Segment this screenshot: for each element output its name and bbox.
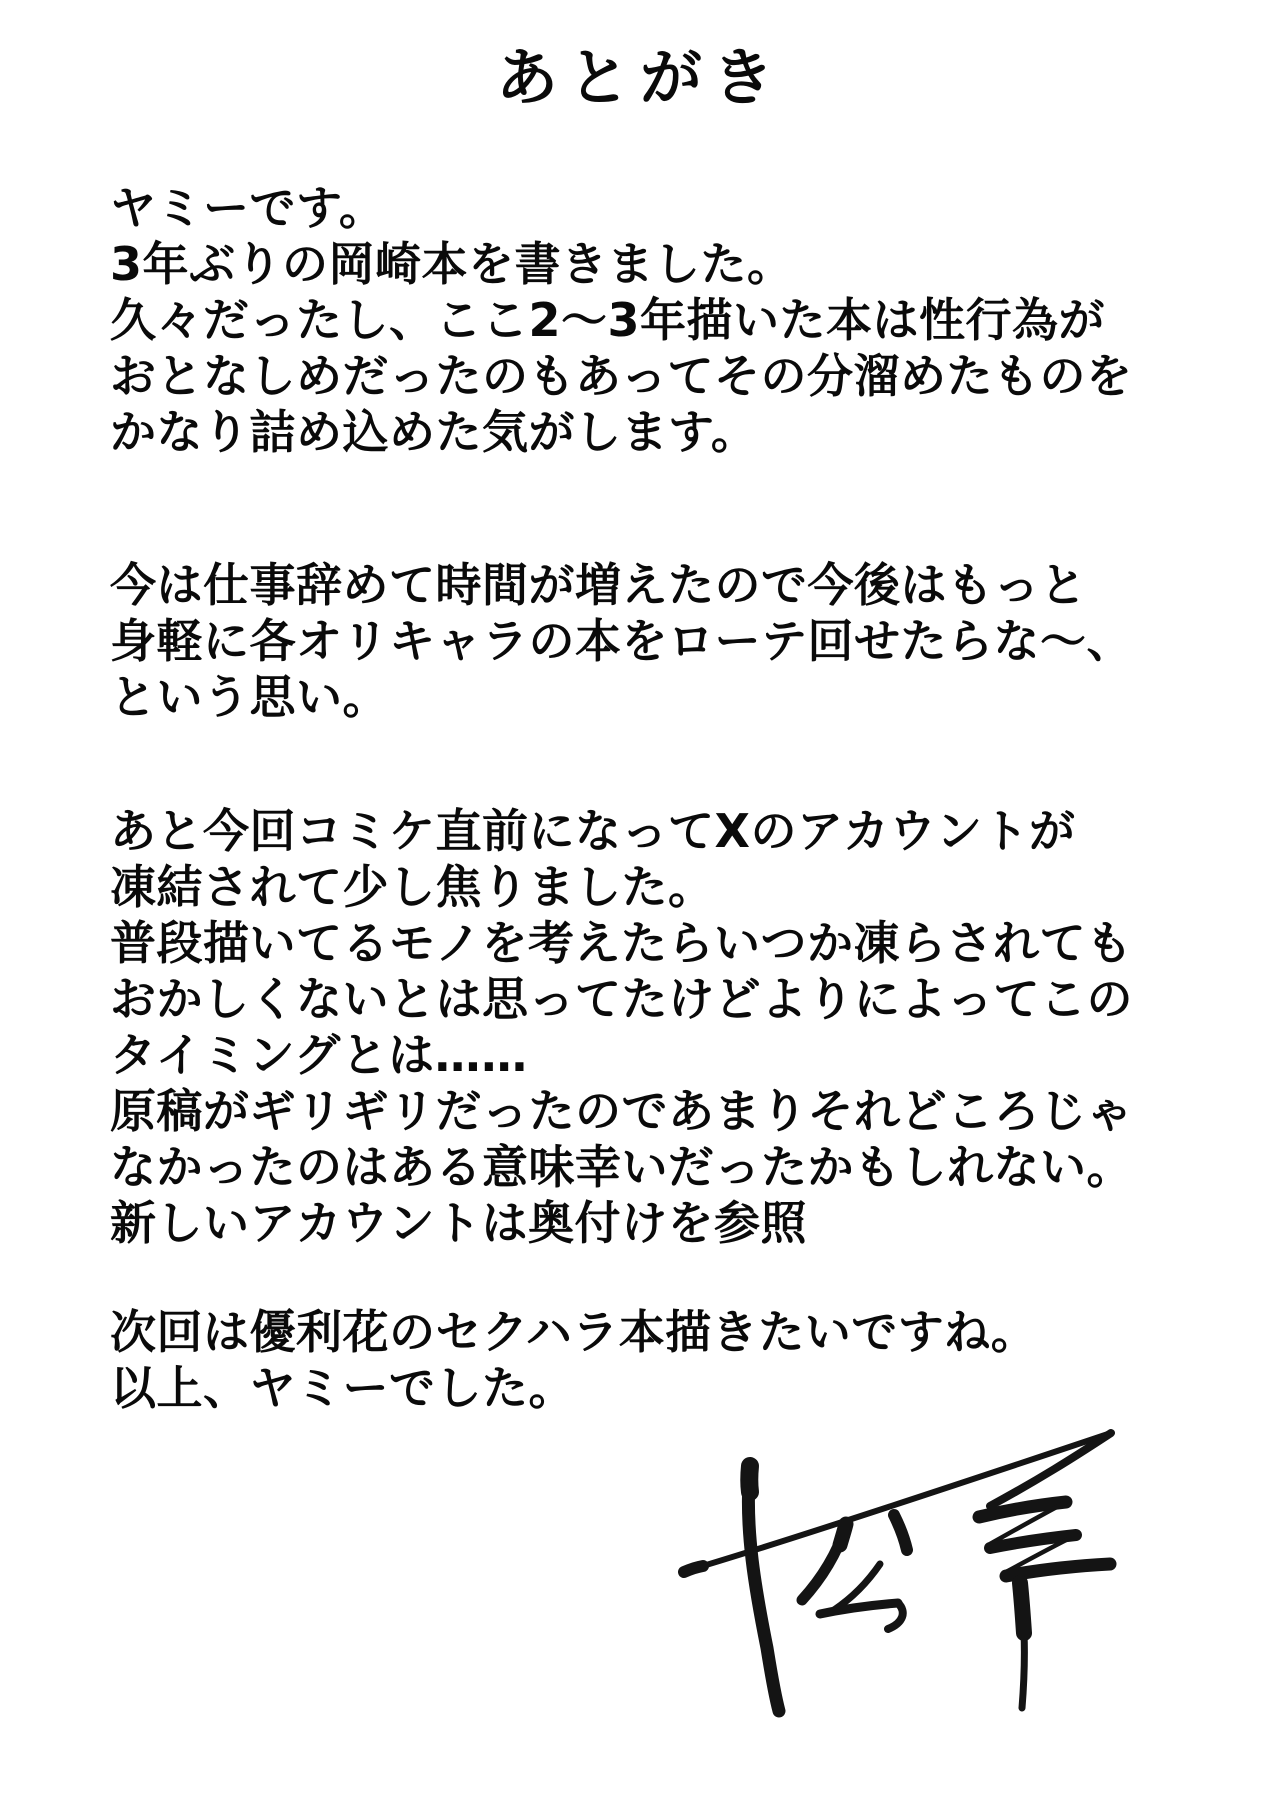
afterword-line: おかしくないとは思ってたけどよりによってこの (110, 972, 1133, 1026)
afterword-line: 次回は優利花のセクハラ本描きたいですね。 (110, 1305, 1038, 1359)
afterword-line: 3年ぶりの岡崎本を書きました。 (110, 237, 794, 291)
afterword-line: 凍結されて少し焦りました。 (110, 860, 715, 914)
afterword-line: かなり詰め込めた気がします。 (110, 405, 758, 459)
afterword-paragraph-3 (110, 803, 1204, 1251)
signature-drawing (668, 1418, 1130, 1720)
afterword-paragraph-1 (110, 180, 1204, 460)
afterword-paragraph-4 (110, 1304, 1204, 1416)
afterword-line: 久々だったし、ここ2～3年描いた本は性行為が (110, 293, 1106, 347)
afterword-paragraph-2 (110, 557, 1204, 725)
afterword-line: 身軽に各オリキャラの本をローテ回せたらな～、 (110, 614, 1133, 668)
afterword-line: タイミングとは…… (110, 1028, 528, 1082)
page-title: あとがき (495, 41, 784, 114)
afterword-body (110, 180, 1204, 1416)
afterword-line: なかったのはある意味幸いだったかもしれない。 (110, 1140, 1133, 1194)
afterword-line: ヤミーです。 (110, 181, 386, 235)
afterword-line: という思い。 (110, 670, 389, 724)
afterword-line: 新しいアカウントは奥付けを参照 (110, 1196, 808, 1250)
afterword-line: 以上、ヤミーでした。 (110, 1361, 575, 1415)
afterword-line: あと今回コミケ直前になってXのアカウントが (110, 804, 1076, 858)
afterword-line: おとなしめだったのもあってその分溜めたものを (110, 349, 1133, 403)
afterword-line: 原稿がギリギリだったのであまりそれどころじゃ (110, 1084, 1133, 1138)
afterword-line: 普段描いてるモノを考えたらいつか凍らされても (110, 916, 1133, 970)
artist-signature-icon (668, 1418, 1130, 1720)
afterword-line: 今は仕事辞めて時間が増えたので今後はもっと (110, 558, 1087, 612)
